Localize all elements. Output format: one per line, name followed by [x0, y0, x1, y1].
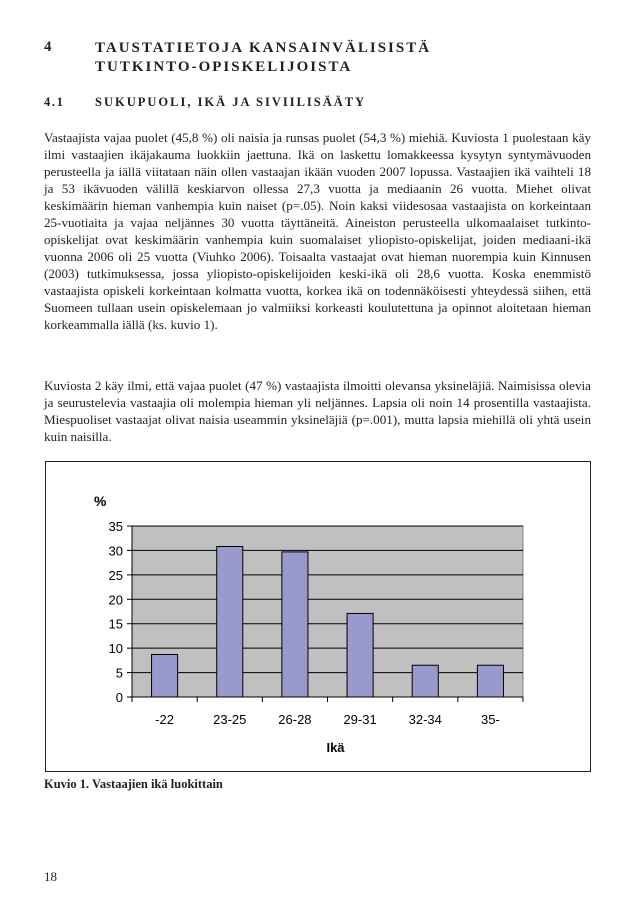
bar-26-28: [282, 552, 308, 697]
y-axis-label: %: [94, 493, 107, 509]
plot-area: [132, 526, 523, 697]
subsection-number: 4.1: [44, 95, 65, 109]
y-tick-label: 30: [108, 543, 123, 559]
figure-caption: Kuvio 1. Vastaajien ikä luokittain: [44, 777, 223, 791]
y-tick-label: 25: [108, 567, 123, 583]
bar-29-31: [347, 613, 373, 697]
y-tick-label: 20: [108, 592, 123, 608]
bar--22: [152, 654, 178, 697]
y-tick-label: 10: [108, 641, 123, 657]
x-tick-label: 35-: [481, 712, 500, 727]
section-title: TAUSTATIETOJA KANSAINVÄLISISTÄ TUTKINTO-OPISKELIJOISTA: [95, 40, 432, 75]
y-tick-label: 35: [108, 519, 123, 534]
x-axis-label: Ikä: [326, 740, 345, 755]
bar-23-25: [217, 547, 243, 697]
y-tick-label: 5: [115, 665, 123, 681]
bar-32-34: [412, 665, 438, 697]
x-tick-label: 26-28: [278, 712, 312, 727]
bar-35-: [477, 665, 503, 697]
body-paragraph-2: Kuviosta 2 käy ilmi, että vajaa puolet (47 %) vastaajista ilmoitti olevansa yksineläjiä. Naimisissa olevia ja seurustelevia vastaajia oli molempia hieman yli neljännes. Lapsia oli noin 14 prosentilla vastaajista. Miespuoliset vastaajat olivat naisia useammin yksineläjiä (p=.001), mutta lapsia miehillä oli yhtä usein kuin naisilla.: [44, 378, 591, 444]
age-bar-chart: [46, 462, 592, 773]
body-paragraph-1: Vastaajista vajaa puolet (45,8 %) oli naisia ja runsas puolet (54,3 %) miehiä. Kuviosta 1 puolestaan käy ilmi vastaajien ikäjakauma luokkiin jaettuna. Ikä on laskettu lomakkeessa kysytyn syntymävuoden perusteella ja iällä viitataan näin ollen vastaajan ikään vuoden 2007 lopussa. Vastaajien ikä vaihteli 18 ja 53 ikävuoden välillä keskiarvon ollessa 27,3 vuotta ja mediaanin 26 vuotta. Miehet olivat keskimäärin hieman vanhempia kuin naiset (p=.05). Noin kaksi viidesosaa vastaajista on korkeintaan 25-vuotiaita ja vajaa neljännes 30 vuotta täyttäneitä. Aineiston perusteella ulkomaalaiset tutkinto-opiskelijat ovat keskimäärin vanhempia kuin suomalaiset yliopisto-opiskelijat, joiden mediaani-ikä vuonna 2006 oli 25 vuotta (Viuhko 2006). Toisaalta vastaajat ovat hieman nuorempia kuin Kinnusen (2003) tutkimuksessa, jossa yliopisto-opiskelijoiden keski-ikä oli 28,6 vuotta. Koska enemmistö vastaajista opiskeli korkeintaan kolmatta vuotta, korkea ikä on todennäköisesti yhteydessä siihen, että Suomeen tullaan usein opiskelemaan jo valmiiksi korkeasti koulutettuna ja opinnot aloitetaan hieman korkeammalla iällä (ks. kuvio 1).: [44, 130, 591, 332]
x-tick-label: 23-25: [213, 712, 247, 727]
page-number: 18: [44, 869, 57, 884]
subsection-title: SUKUPUOLI, IKÄ JA SIVIILISÄÄTY: [95, 95, 367, 109]
y-tick-label: 0: [115, 690, 123, 705]
x-tick-label: -22: [155, 712, 174, 727]
x-tick-label: 29-31: [343, 712, 377, 727]
section-number: 4: [44, 39, 54, 55]
y-tick-label: 15: [108, 616, 123, 632]
x-tick-label: 32-34: [408, 712, 442, 727]
figure-box: [45, 461, 591, 772]
